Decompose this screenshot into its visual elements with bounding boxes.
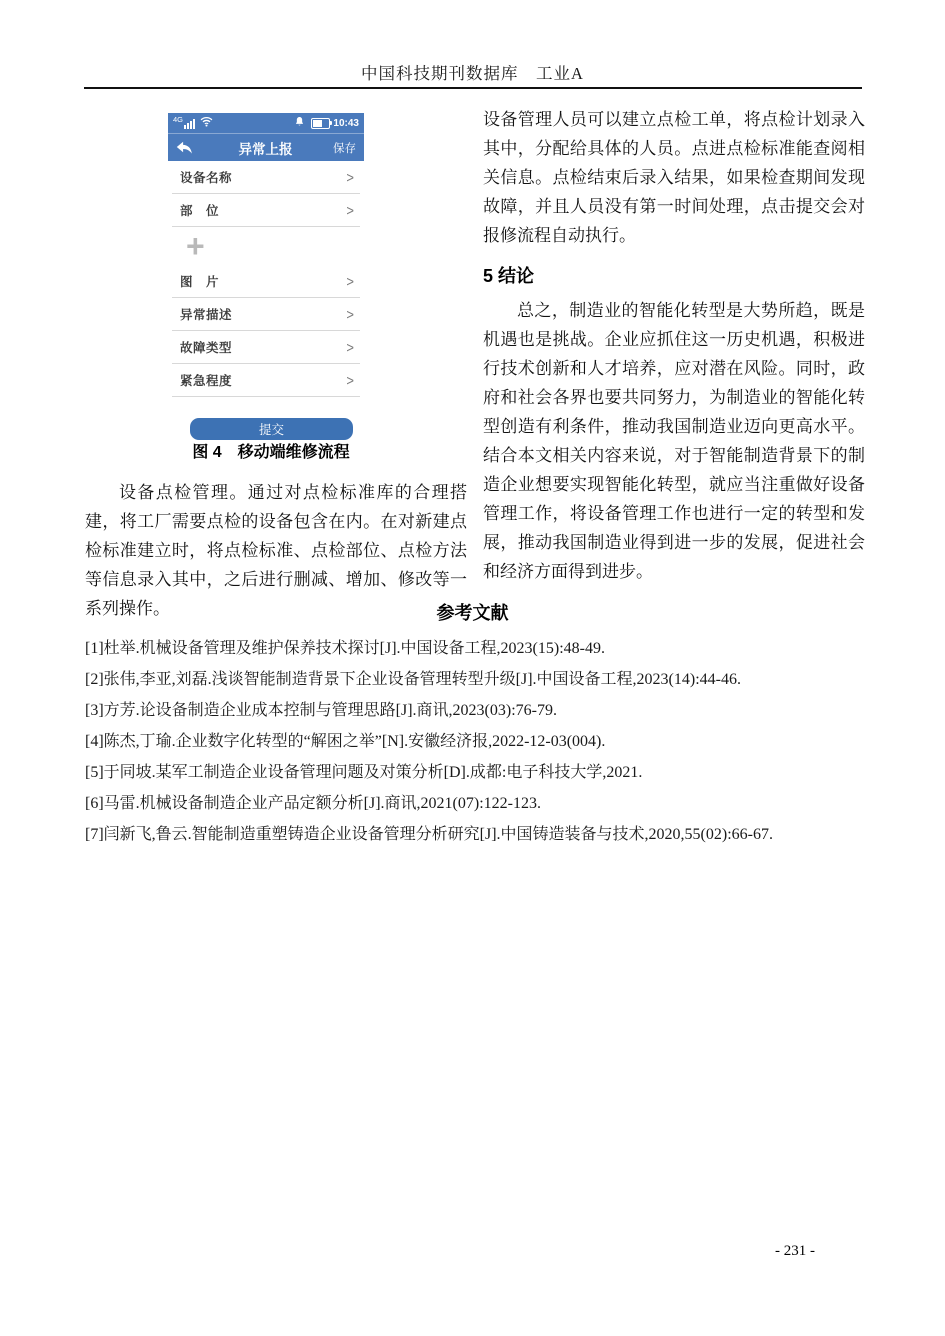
right-paragraph-top: 设备管理人员可以建立点检工单，将点检计划录入其中，分配给具体的人员。点进点检标准能查阅相关信息。点检结束后录入结果，如果检查期间发现故障，并且人员没有第一时间处理，点击提交会对报修流程自动执行。: [483, 110, 865, 245]
reference-item: [1]杜举.机械设备管理及维护保养技术探讨[J].中国设备工程,2023(15):48-49.: [85, 640, 605, 657]
row-label: 异常描述: [180, 308, 233, 322]
right-column: [483, 105, 865, 586]
add-photo-area: [172, 227, 360, 265]
chevron-right-icon: >: [346, 371, 354, 389]
status-time: 10:43: [333, 117, 359, 129]
header-rule: [84, 87, 862, 89]
chevron-right-icon: >: [346, 168, 354, 186]
form-row-fault-type[interactable]: [172, 331, 360, 364]
chevron-right-icon: >: [346, 305, 354, 323]
page-number: - 231 -: [775, 1243, 815, 1259]
network-label: 4G: [173, 115, 184, 124]
form-row-part[interactable]: [172, 194, 360, 227]
form-row-exception-description[interactable]: [172, 298, 360, 331]
chevron-right-icon: >: [346, 338, 354, 356]
reference-item: [3]方芳.论设备制造企业成本控制与管理思路[J].商讯,2023(03):76-79.: [85, 702, 557, 719]
figure-caption: 图 4 移动端维修流程: [192, 444, 350, 461]
row-label: 部 位: [180, 204, 220, 218]
journal-header: 中国科技期刊数据库 工业A: [361, 64, 584, 83]
status-bar: [168, 113, 364, 134]
section-heading-conclusion: 5 结论: [483, 266, 535, 286]
row-label: 图 片: [180, 275, 220, 289]
reference-item: [7]闫新飞,鲁云.智能制造重塑铸造企业设备管理分析研究[J].中国铸造装备与技术,2020,55(02):66-67.: [85, 826, 773, 843]
references-heading: 参考文献: [436, 603, 509, 623]
chevron-right-icon: >: [346, 201, 354, 219]
phone-figure: [168, 113, 364, 440]
form-row-picture[interactable]: [172, 265, 360, 298]
back-button[interactable]: [176, 141, 198, 155]
chevron-right-icon: >: [346, 272, 354, 290]
reference-item: [2]张伟,李亚,刘磊.浅谈智能制造背景下企业设备管理转型升级[J].中国设备工程,2023(14):44-46.: [85, 671, 741, 688]
row-label: 紧急程度: [180, 374, 233, 388]
phone-header: [168, 113, 364, 161]
form-row-urgency[interactable]: [172, 364, 360, 397]
plus-icon[interactable]: +: [186, 228, 205, 264]
row-label: 故障类型: [180, 341, 233, 355]
bell-icon: [294, 116, 305, 131]
reference-item: [4]陈杰,丁瑜.企业数字化转型的“解困之举”[N].安徽经济报,2022-12-03(004).: [85, 733, 606, 750]
conclusion-paragraph: 总之，制造业的智能化转型是大势所趋，既是机遇也是挑战。企业应抓住这一历史机遇，积极进行技术创新和人才培养，应对潜在风险。同时，政府和社会各界也要共同努力，为制造业的智能化转型创造有利条件，推动我国制造业迈向更高水平。结合本文相关内容来说，对于智能制造背景下的制造企业想要实现智能化转型，就应当注重做好设备管理工作，将设备管理工作也进行一定的转型和发展，推动我国制造业得到进一步的发展，促进社会和经济方面得到进步。: [483, 301, 865, 581]
left-paragraph: 设备点检管理。通过对点检标准库的合理搭建，将工厂需要点检的设备包含在内。在对新建点检标准建立时，将点检标准、点检部位、点检方法等信息录入其中，之后进行删减、增加、修改等一系列操作。: [85, 483, 467, 618]
signal-bars-icon: [184, 118, 196, 129]
wifi-icon: [200, 116, 213, 130]
form-row-device-name[interactable]: [172, 161, 360, 194]
save-button[interactable]: 保存: [333, 142, 356, 155]
reference-item: [5]于同坡.某军工制造企业设备管理问题及对策分析[D].成都:电子科技大学,2021.: [85, 764, 643, 781]
references-list: [85, 633, 880, 850]
battery-icon: [311, 118, 330, 129]
reference-item: [6]马雷.机械设备制造企业产品定额分析[J].商讯,2021(07):122-123.: [85, 795, 541, 812]
submit-button[interactable]: 提交: [190, 418, 353, 440]
nav-title: 异常上报: [238, 141, 293, 157]
back-arrow-icon: [176, 141, 193, 155]
row-label: 设备名称: [180, 171, 233, 185]
nav-bar: [168, 134, 364, 161]
